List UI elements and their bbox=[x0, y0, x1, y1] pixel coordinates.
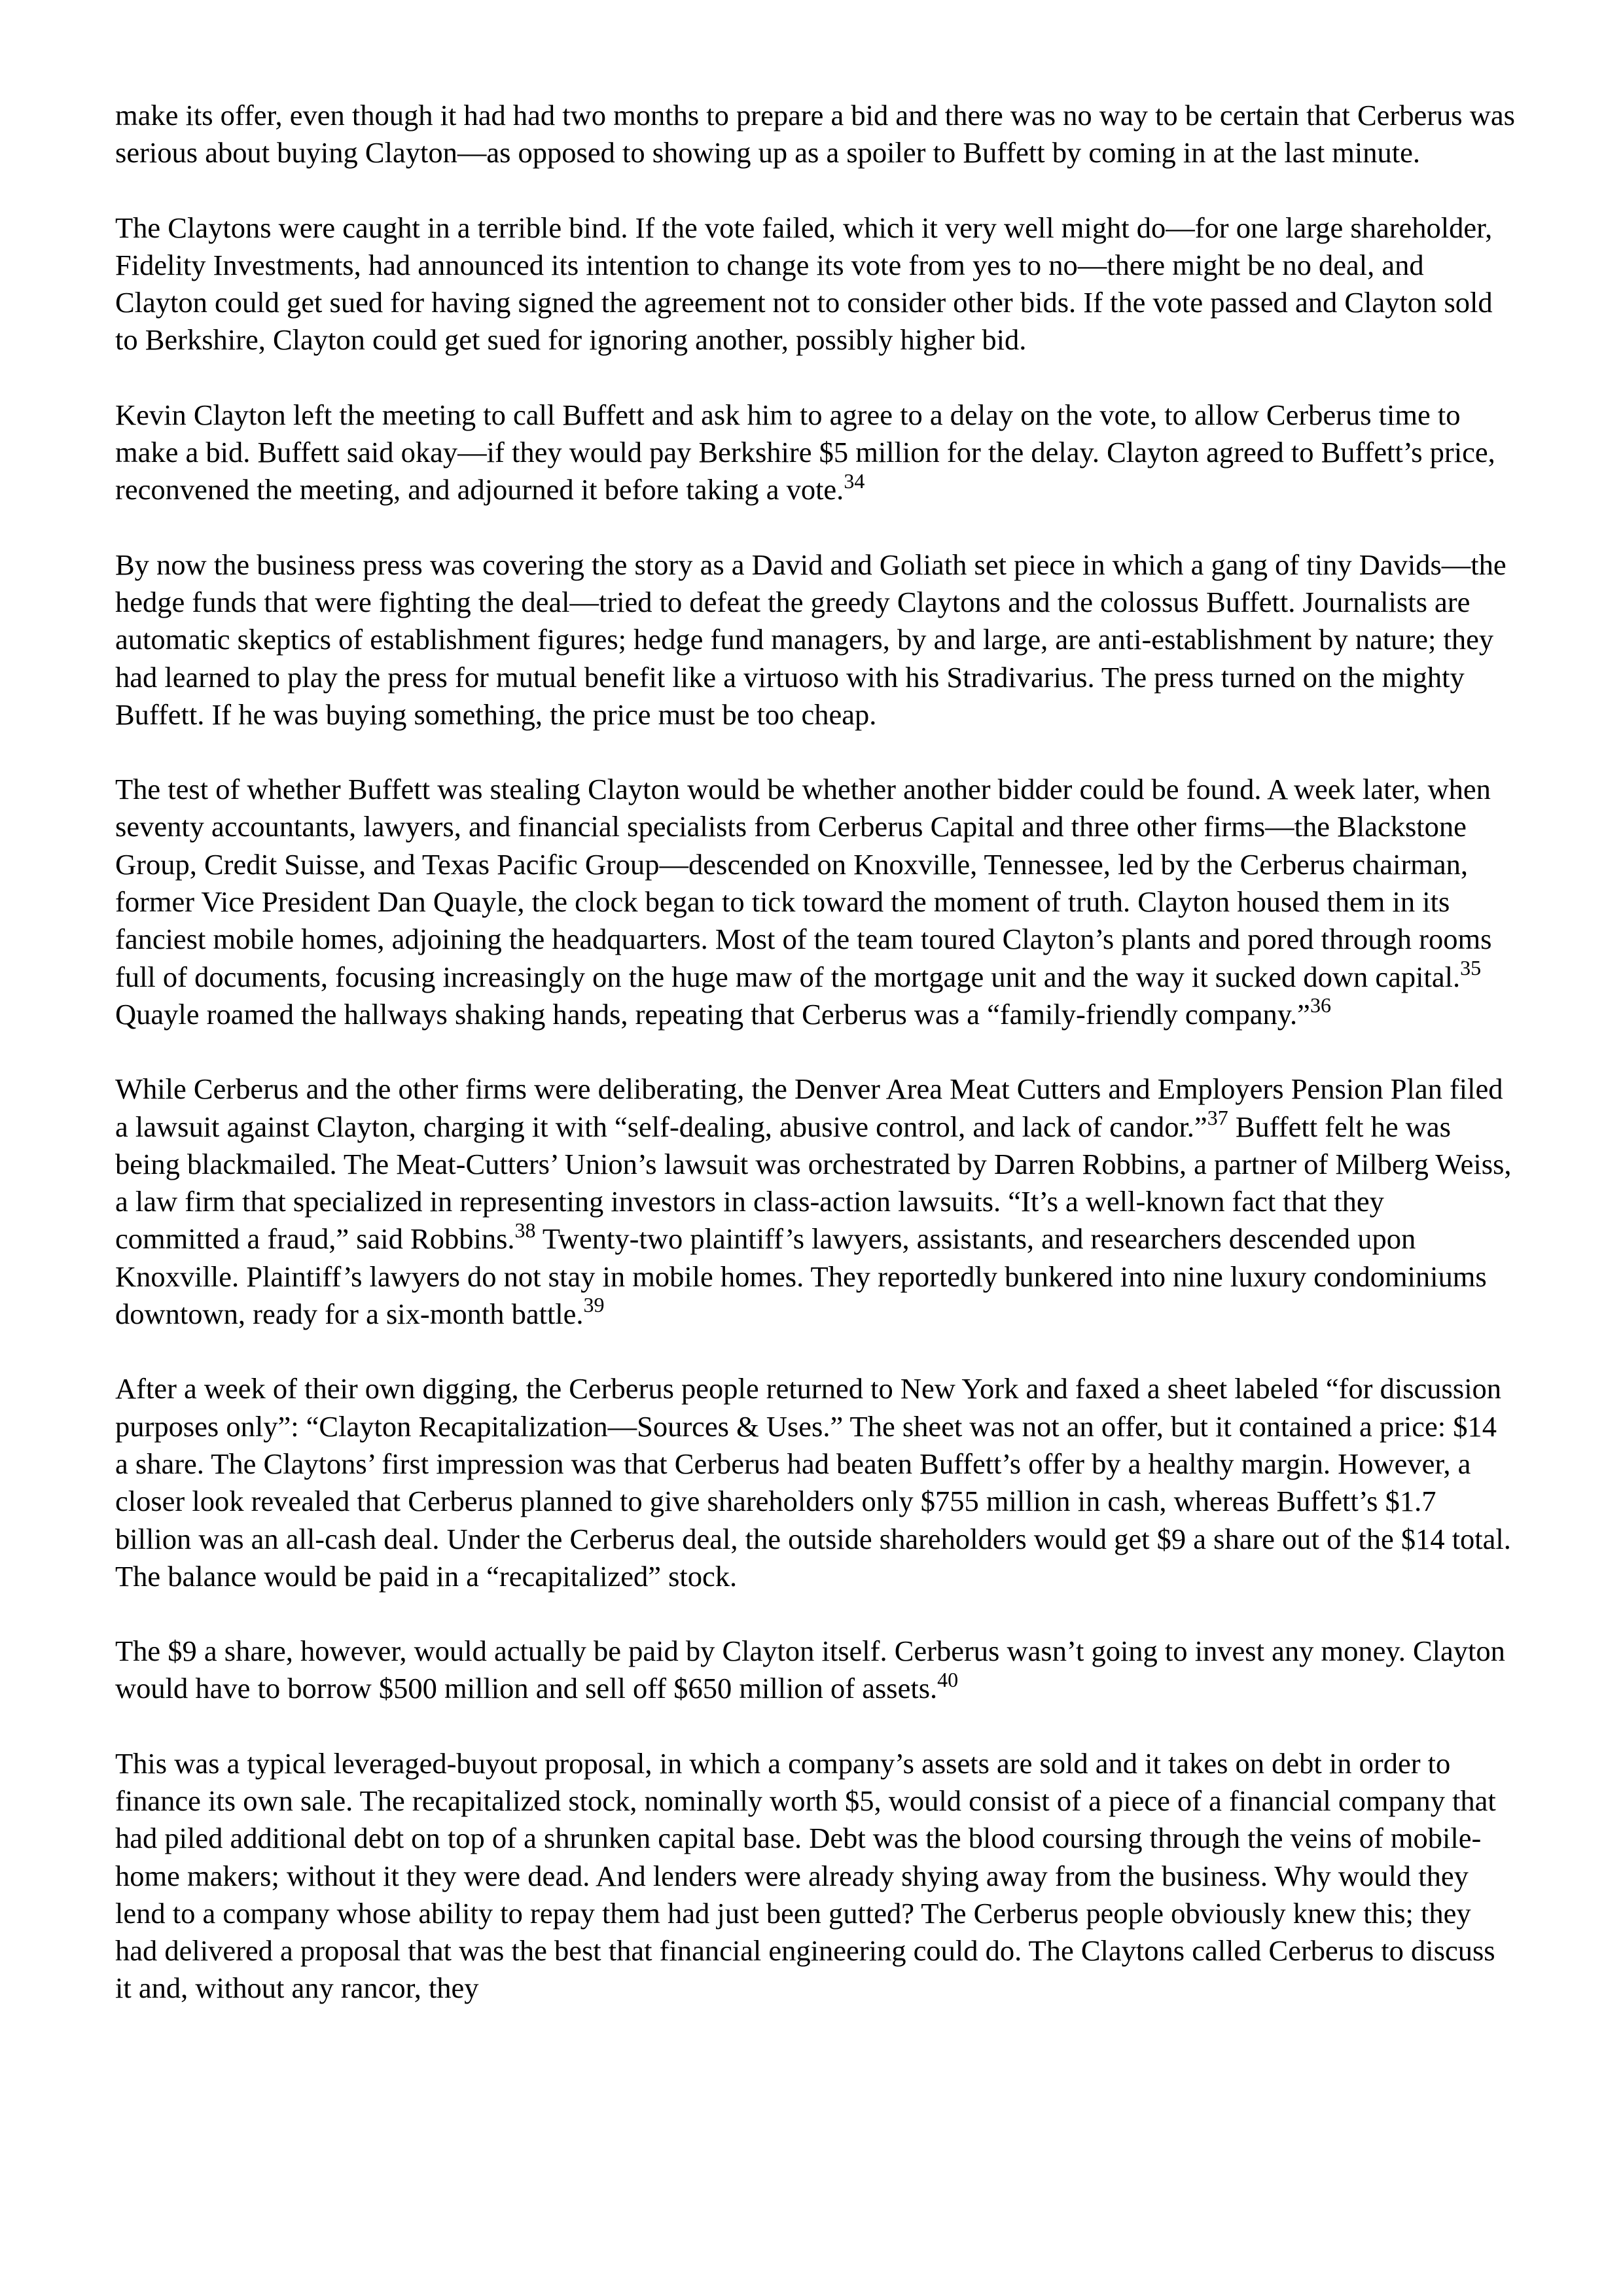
paragraph-text: The Claytons were caught in a terrible bind. If the vote failed, which it very well might do—for one large shareholder, Fidelity Investments, had announced its intention to change its vote from yes to no—there might be no deal, and Clayton could get sued for having signed the agreement not to consider other bids. If the vote passed and Clayton sold to Berkshire, Clayton could get sued for ignoring another, possibly higher bid. bbox=[115, 211, 1493, 357]
paragraph-9 bbox=[115, 1745, 1516, 2007]
paragraph-3 bbox=[115, 397, 1516, 509]
paragraph-7 bbox=[115, 1370, 1516, 1595]
footnote-ref-39: 39 bbox=[583, 1293, 605, 1317]
paragraph-text: The $9 a share, however, would actually be paid by Clayton itself. Cerberus wasn’t going to invest any money. Clayton would have to borrow $500 million and sell off $650 million of assets. bbox=[115, 1634, 1505, 1705]
paragraph-text: Twenty-two plaintiff’s lawyers, assistants, and researchers descended upon Knoxville. Plaintiff’s lawyers do not stay in mobile homes. They reportedly bunkered into nine luxury condominiums downtown, ready for a six-month battle. bbox=[115, 1222, 1487, 1331]
footnote-ref-35: 35 bbox=[1460, 956, 1482, 980]
paragraph-text: The test of whether Buffett was stealing Clayton would be whether another bidder could be found. A week later, when seventy accountants, lawyers, and financial specialists from Cerberus Capital and three other firms—the Blackstone Group, Credit Suisse, and Texas Pacific Group—descended on Knoxville, Tennessee, led by the Cerberus chairman, former Vice President Dan Quayle, the clock began to tick toward the moment of truth. Clayton housed them in its fanciest mobile homes, adjoining the headquarters. Most of the team toured Clayton’s plants and pored through rooms full of documents, focusing increasingly on the huge maw of the mortgage unit and the way it sucked down capital. bbox=[115, 773, 1492, 993]
paragraph-1 bbox=[115, 97, 1516, 172]
footnote-ref-37: 37 bbox=[1207, 1105, 1228, 1129]
paragraph-text: This was a typical leveraged-buyout proposal, in which a company’s assets are sold and it takes on debt in order to finance its own sale. The recapitalized stock, nominally worth $5, would consist of a piece of a financial company that had piled additional debt on top of a shrunken capital base. Debt was the blood coursing through the veins of mobile-home makers; without it they were dead. And lenders were already shying away from the business. Why would they lend to a company whose ability to repay them had just been gutted? The Cerberus people obviously knew this; they had delivered a proposal that was the best that financial engineering could do. The Claytons called Cerberus to discuss it and, without any rancor, they bbox=[115, 1746, 1496, 2005]
footnote-ref-40: 40 bbox=[937, 1667, 959, 1691]
paragraph-text: Kevin Clayton left the meeting to call Buffett and ask him to agree to a delay on the vote, to allow Cerberus time to make a bid. Buffett said okay—if they would pay Berkshire $5 million for the delay. Clayton agreed to Buffett’s price, reconvened the meeting, and adjourned it before taking a vote. bbox=[115, 398, 1495, 506]
paragraph-text: Quayle roamed the hallways shaking hands, repeating that Cerberus was a “family-friendly company.” bbox=[115, 997, 1310, 1031]
paragraph-text: Buffett felt he was being blackmailed. The Meat-Cutters’ Union’s lawsuit was orchestrated by Darren Robbins, a partner of Milberg Weiss, a law firm that specialized in representing investors in class-action lawsuits. “It’s a well-known fact that they committed a fraud,” said Robbins. bbox=[115, 1110, 1512, 1256]
paragraph-text: make its offer, even though it had had two months to prepare a bid and there was no way to be certain that Cerberus was serious about buying Clayton—as opposed to showing up as a spoiler to Buffett by coming in at the last minute. bbox=[115, 99, 1515, 169]
paragraph-2 bbox=[115, 209, 1516, 359]
footnote-ref-36: 36 bbox=[1310, 993, 1331, 1017]
paragraph-text: While Cerberus and the other firms were deliberating, the Denver Area Meat Cutters and Employers Pension Plan filed a lawsuit against Clayton, charging it with “self-dealing, abusive control, and lack of candor.” bbox=[115, 1072, 1503, 1143]
paragraph-text: By now the business press was covering the story as a David and Goliath set piece in which a gang of tiny Davids—the hedge funds that were fighting the deal—tried to defeat the greedy Claytons and the colossus Buffett. Journalists are automatic skeptics of establishment figures; hedge fund managers, by and large, are anti-establishment by nature; they had learned to play the press for mutual benefit like a virtuoso with his Stradivarius. The press turned on the mighty Buffett. If he was buying something, the price must be too cheap. bbox=[115, 548, 1507, 731]
paragraph-4 bbox=[115, 546, 1516, 733]
paragraph-6 bbox=[115, 1070, 1516, 1333]
paragraph-text: After a week of their own digging, the Cerberus people returned to New York and faxed a sheet labeled “for discussion purposes only”: “Clayton Recapitalization—Sources & Uses.” The sheet was not an offer, but it contained a price: $14 a share. The Claytons’ first impression was that Cerberus had beaten Buffett’s offer by a healthy margin. However, a closer look revealed that Cerberus planned to give shareholders only $755 million in cash, whereas Buffett’s $1.7 billion was an all-cash deal. Under the Cerberus deal, the outside shareholders would get $9 a share out of the $14 total. The balance would be paid in a “recapitalized” stock. bbox=[115, 1372, 1511, 1593]
paragraph-8 bbox=[115, 1633, 1516, 1708]
document-page bbox=[115, 97, 1516, 2007]
footnote-ref-38: 38 bbox=[514, 1218, 536, 1242]
footnote-ref-34: 34 bbox=[844, 468, 865, 493]
paragraph-5 bbox=[115, 771, 1516, 1033]
